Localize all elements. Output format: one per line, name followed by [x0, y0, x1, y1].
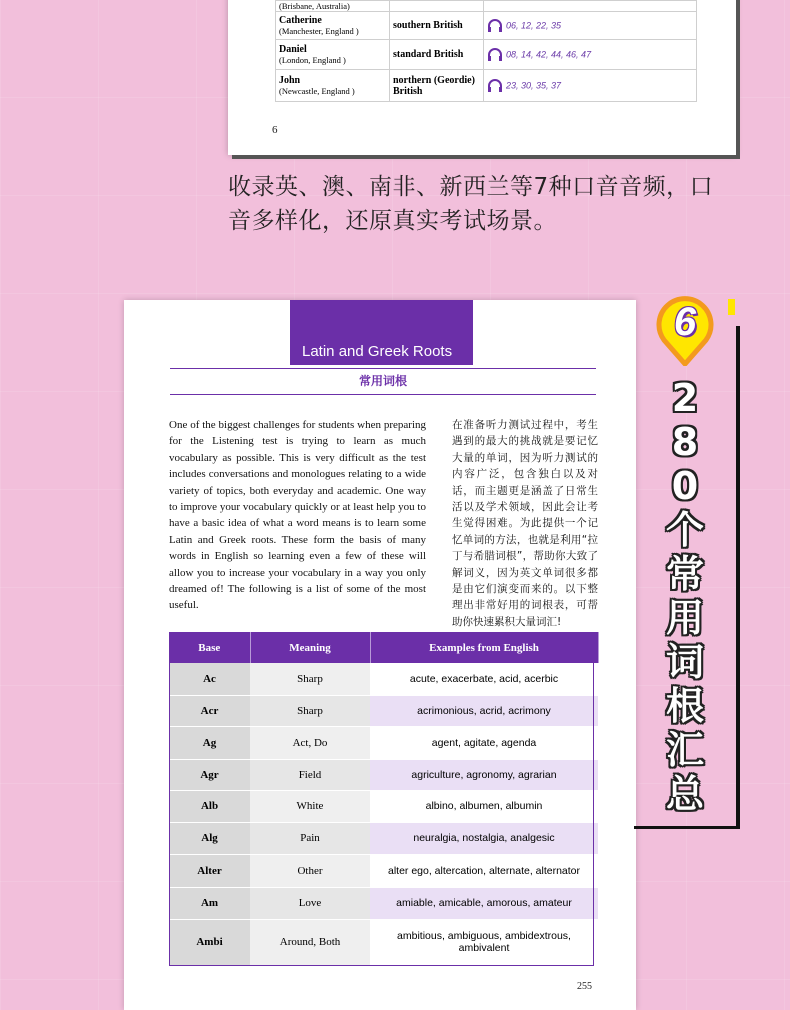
vertical-title-char: 汇 [665, 728, 704, 772]
cell-base: Acr [169, 695, 250, 726]
divider [170, 368, 596, 369]
table-row [276, 1, 697, 12]
speaker-location: (London, England ) [279, 55, 346, 65]
page-number: 255 [577, 981, 592, 992]
roots-table [169, 632, 599, 966]
main-page [124, 300, 636, 1010]
table-row [169, 790, 598, 822]
vertical-title-char: 2 [671, 376, 699, 420]
english-paragraph: One of the biggest challenges for students when preparing for the Listening test is trying to learn as much vocabulary as possible. This is very difficult as the test includes conversations and monologues relating to a wide variety of topics, both everyday and academic. One way to improve your vocabulary quickly or at least help you to have a basic idea of what a word means is to learn some Latin and Greek roots. These form the basis of many words in English so learning even a few of these will allow you to increase your vocabulary in a way you only dreamed of! The following is a list of some of the most useful. [169, 419, 426, 612]
page-number: 6 [272, 124, 278, 136]
speaker-accent: southern British [390, 12, 484, 40]
title-block [290, 300, 473, 365]
vertical-title-char: 总 [665, 772, 704, 816]
table-row [276, 40, 697, 70]
cell-examples: agent, agitate, agenda [370, 726, 598, 759]
cell-meaning: White [250, 790, 370, 822]
table-row [169, 822, 598, 854]
speaker-accent: standard British [390, 40, 484, 70]
cell-examples: amiable, amicable, amorous, amateur [370, 887, 598, 919]
cell-base: Ambi [169, 919, 250, 965]
column-header-meaning: Meaning [250, 632, 370, 663]
caption [228, 170, 758, 238]
chinese-paragraph: 在准备听力测试过程中，考生遇到的最大的挑战就是要记忆大量的单词，因为听力测试的内容广泛，包含独白以及对话，而主题更是涵盖了日常生活以及学术领域，因此会让考生觉得困难。为此提供一个记忆单词的方法，也就是利用“拉丁与希腊词根”，帮助你大致了解词义，因为英文单词很多都是由它们演变而来的。以下整理出非常好用的词根表，可帮助你快速累积大量词汇! [452, 419, 598, 628]
badge-number: 6 [673, 300, 697, 344]
speaker-accent: northern (Geordie) [393, 74, 475, 86]
cell-base: Alter [169, 854, 250, 887]
banner-line [736, 326, 740, 826]
number-badge [654, 296, 716, 366]
speaker-name: John [279, 75, 301, 86]
cell-base: Alg [169, 822, 250, 854]
speaker-location: (Newcastle, England ) [279, 86, 355, 96]
cell-examples: acrimonious, acrid, acrimony [370, 695, 598, 726]
vertical-title-char: 词 [665, 640, 704, 684]
speaker-name: Daniel [279, 44, 307, 55]
vertical-title [662, 376, 708, 816]
table-row [169, 695, 598, 726]
speaker-table [275, 0, 697, 102]
cell-meaning: Field [250, 759, 370, 790]
headphones-icon [487, 48, 503, 62]
page-title: Latin and Greek Roots [302, 343, 453, 360]
caption-line: 音多样化，还原真实考试场景。 [228, 208, 557, 234]
cell-examples: acute, exacerbate, acid, acerbic [370, 663, 598, 695]
cell-meaning: Other [250, 854, 370, 887]
track-list: 23, 30, 35, 37 [506, 79, 562, 90]
vertical-title-char: 个 [665, 508, 704, 552]
cell-examples: neuralgia, nostalgia, analgesic [370, 822, 598, 854]
vertical-title-char: 根 [665, 684, 704, 728]
vertical-title-char: 常 [665, 552, 704, 596]
vertical-title-char: 0 [671, 464, 699, 508]
table-row [169, 854, 598, 887]
vertical-title-char: 8 [671, 420, 699, 464]
column-header-examples: Examples from English [370, 632, 598, 663]
table-row [169, 887, 598, 919]
cell-base: Ag [169, 726, 250, 759]
cell-meaning: Around, Both [250, 919, 370, 965]
headphones-icon [487, 19, 503, 33]
cell-base: Am [169, 887, 250, 919]
track-list: 06, 12, 22, 35 [506, 19, 562, 30]
table-header-row [169, 632, 598, 663]
table-row [276, 70, 697, 102]
table-row [276, 12, 697, 40]
cell-base: Ac [169, 663, 250, 695]
column-header-base: Base [169, 632, 250, 663]
table-row [169, 919, 598, 965]
table-row [169, 726, 598, 759]
cell-meaning: Love [250, 887, 370, 919]
caption-line: 收录英、澳、南非、新西兰等7种口音音频，口 [228, 174, 714, 200]
cell-examples: ambitious, ambiguous, ambidextrous, ambivalent [370, 919, 598, 965]
cell-meaning: Sharp [250, 663, 370, 695]
partial-location: (Brisbane, Australia) [279, 1, 350, 11]
cell-examples: albino, albumen, albumin [370, 790, 598, 822]
speaker-location: (Manchester, England ) [279, 26, 359, 36]
divider [170, 394, 596, 395]
cell-examples: agriculture, agronomy, agrarian [370, 759, 598, 790]
cell-base: Alb [169, 790, 250, 822]
table-row [169, 759, 598, 790]
headphones-icon [487, 79, 503, 93]
cell-meaning: Sharp [250, 695, 370, 726]
speaker-name: Catherine [279, 15, 322, 26]
track-list: 08, 14, 42, 44, 46, 47 [506, 48, 592, 59]
cell-examples: alter ego, altercation, alternate, alternator [370, 854, 598, 887]
accent-mark [728, 299, 735, 315]
top-page [228, 0, 736, 155]
cell-meaning: Act, Do [250, 726, 370, 759]
banner-line [634, 826, 740, 829]
table-row [169, 663, 598, 695]
page-subtitle: 常用词根 [358, 374, 407, 388]
vertical-title-char: 用 [665, 596, 704, 640]
cell-base: Agr [169, 759, 250, 790]
speaker-accent-cont: British [393, 85, 423, 97]
cell-meaning: Pain [250, 822, 370, 854]
